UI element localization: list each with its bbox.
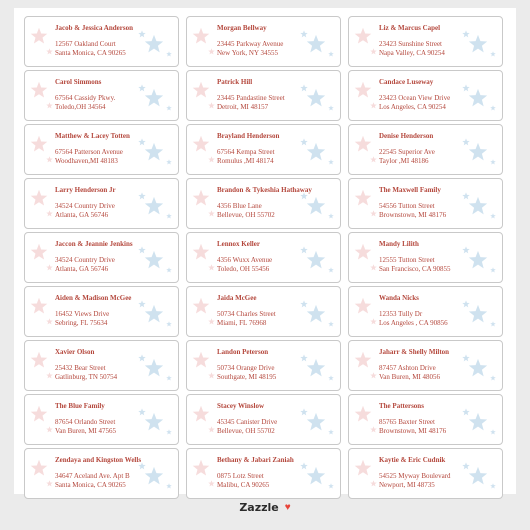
recipient-name: Bethany & Jabari Zaniah xyxy=(217,456,294,464)
street-address: 23445 Pandastine Street xyxy=(217,94,285,102)
address-label[interactable] xyxy=(186,70,341,121)
street-address: 0875 Lotz Street xyxy=(217,472,264,480)
star-icon xyxy=(208,480,215,487)
star-icon xyxy=(370,318,377,325)
street-address: 50734 Charles Street xyxy=(217,310,276,318)
address-label[interactable] xyxy=(24,16,179,67)
city-state-zip: Malibu, CA 90265 xyxy=(217,481,270,489)
city-state-zip: Bellevue, OH 55702 xyxy=(217,211,275,219)
star-icon xyxy=(354,81,372,99)
label-sheet xyxy=(14,8,516,494)
star-icon xyxy=(192,405,210,423)
street-address: 54556 Tutton Street xyxy=(379,202,435,210)
star-icon xyxy=(208,156,215,163)
city-state-zip: Van Buren, MI 48056 xyxy=(379,373,441,381)
star-icon xyxy=(46,156,53,163)
brand-logo[interactable]: Zazzle xyxy=(239,500,279,514)
star-icon xyxy=(370,102,377,109)
address-label[interactable] xyxy=(348,232,503,283)
recipient-name: Zendaya and Kingston Wells xyxy=(55,456,142,464)
street-address: 87654 Orlando Street xyxy=(55,418,116,426)
star-icon xyxy=(30,189,48,207)
address-label[interactable] xyxy=(24,178,179,229)
star-icon xyxy=(30,135,48,153)
star-icon xyxy=(208,318,215,325)
city-state-zip: Atlanta, GA 56746 xyxy=(55,265,109,273)
star-icon xyxy=(192,351,210,369)
star-icon xyxy=(208,264,215,271)
star-icon xyxy=(46,480,53,487)
street-address: 67564 Cassidy Pkwy. xyxy=(55,94,116,102)
star-icon xyxy=(30,27,48,45)
city-state-zip: Newport, MI 48735 xyxy=(379,481,435,489)
address-label[interactable] xyxy=(348,286,503,337)
city-state-zip: Santa Monica, CA 90265 xyxy=(55,481,126,489)
star-icon xyxy=(46,264,53,271)
star-icon xyxy=(370,372,377,379)
star-icon xyxy=(192,459,210,477)
label-grid xyxy=(24,16,503,499)
street-address: 25432 Bear Street xyxy=(55,364,106,372)
star-icon xyxy=(354,189,372,207)
recipient-name: Jaccon & Jeannie Jenkins xyxy=(55,240,133,248)
address-label[interactable] xyxy=(348,178,503,229)
address-label[interactable] xyxy=(24,394,179,445)
address-label[interactable] xyxy=(186,286,341,337)
star-icon xyxy=(192,27,210,45)
street-address: 12567 Oakland Court xyxy=(55,40,116,48)
city-state-zip: Los Angeles , CA 90856 xyxy=(379,319,448,327)
city-state-zip: Toledo, OH 55456 xyxy=(217,265,270,273)
star-icon xyxy=(30,405,48,423)
star-icon xyxy=(354,135,372,153)
address-label[interactable] xyxy=(24,124,179,175)
star-icon xyxy=(208,210,215,217)
street-address: 45345 Canister Drive xyxy=(217,418,278,426)
address-label[interactable] xyxy=(186,340,341,391)
star-icon xyxy=(30,351,48,369)
star-icon xyxy=(370,426,377,433)
city-state-zip: Atlanta, GA 56746 xyxy=(55,211,109,219)
city-state-zip: Brownstown, MI 48176 xyxy=(379,427,447,435)
star-icon xyxy=(370,264,377,271)
city-state-zip: Napa Valley, CA 90254 xyxy=(379,49,445,57)
city-state-zip: Taylor ,MI 48186 xyxy=(379,157,429,165)
address-label[interactable] xyxy=(348,448,503,499)
street-address: 4356 Blue Lane xyxy=(217,202,262,210)
street-address: 50734 Orange Drive xyxy=(217,364,275,372)
street-address: 22545 Superior Ave xyxy=(379,148,435,156)
star-icon xyxy=(208,102,215,109)
star-icon xyxy=(192,135,210,153)
city-state-zip: Southgate, MI 48195 xyxy=(217,373,277,381)
city-state-zip: Van Buren, MI 47565 xyxy=(55,427,117,435)
recipient-name: Jaharr & Shelly Milton xyxy=(379,348,450,356)
recipient-name: Brandon & Tykeshia Hathaway xyxy=(217,186,312,194)
address-label[interactable] xyxy=(348,70,503,121)
star-icon xyxy=(192,297,210,315)
city-state-zip: New York, NY 34555 xyxy=(217,49,278,57)
address-label[interactable] xyxy=(186,178,341,229)
city-state-zip: Romulus ,MI 48174 xyxy=(217,157,274,165)
city-state-zip: Bellevue, OH 55702 xyxy=(217,427,275,435)
address-label[interactable] xyxy=(348,16,503,67)
street-address: 67564 Kempa Street xyxy=(217,148,275,156)
address-label[interactable] xyxy=(24,448,179,499)
star-icon xyxy=(354,297,372,315)
city-state-zip: Los Angeles, CA 90254 xyxy=(379,103,446,111)
recipient-name: Patrick Hill xyxy=(217,78,253,86)
star-icon xyxy=(46,372,53,379)
star-icon xyxy=(46,426,53,433)
street-address: 34647 Aceland Ave. Apt B xyxy=(55,472,130,480)
recipient-name: Mandy Lilith xyxy=(379,240,419,248)
street-address: 85765 Baxter Street xyxy=(379,418,435,426)
star-icon xyxy=(46,102,53,109)
address-label[interactable] xyxy=(348,124,503,175)
recipient-name: Lennox Keller xyxy=(217,240,260,248)
address-label[interactable] xyxy=(186,124,341,175)
star-icon xyxy=(30,297,48,315)
star-icon xyxy=(354,243,372,261)
recipient-name: Kaytie & Eric Cudnik xyxy=(379,456,446,464)
recipient-name: The Pattersons xyxy=(379,402,424,410)
city-state-zip: San Francisco, CA 90855 xyxy=(379,265,451,273)
recipient-name: Landon Peterson xyxy=(217,348,269,356)
star-icon xyxy=(354,405,372,423)
recipient-name: Jacob & Jessica Anderson xyxy=(55,24,133,32)
street-address: 87457 Ashton Drive xyxy=(379,364,436,372)
recipient-name: Stacey Winslow xyxy=(217,402,264,410)
recipient-name: Wanda Nicks xyxy=(379,294,419,302)
street-address: 16452 Views Drive xyxy=(55,310,110,318)
city-state-zip: Santa Monica, CA 90265 xyxy=(55,49,126,57)
street-address: 67564 Patterson Avenue xyxy=(55,148,123,156)
address-label[interactable] xyxy=(186,448,341,499)
address-label[interactable] xyxy=(348,394,503,445)
recipient-name: Denise Henderson xyxy=(379,132,434,140)
recipient-name: The Maxwell Family xyxy=(379,186,441,194)
footer xyxy=(0,498,530,518)
recipient-name: Liz & Marcus Capel xyxy=(379,24,441,32)
star-icon xyxy=(354,459,372,477)
street-address: 23445 Parkway Avenue xyxy=(217,40,284,48)
address-label[interactable] xyxy=(24,232,179,283)
star-icon xyxy=(30,81,48,99)
street-address: 12555 Tutton Street xyxy=(379,256,435,264)
city-state-zip: Toledo,OH 34564 xyxy=(55,103,106,111)
star-icon xyxy=(370,48,377,55)
recipient-name: Aiden & Madison McGee xyxy=(55,294,132,302)
recipient-name: Morgan Bellway xyxy=(217,24,267,32)
heart-icon: ♥ xyxy=(284,501,291,513)
street-address: 4356 Wuxx Avenue xyxy=(217,256,273,264)
star-icon xyxy=(208,372,215,379)
star-icon xyxy=(192,189,210,207)
star-icon xyxy=(192,243,210,261)
recipient-name: Brayland Henderson xyxy=(217,132,280,140)
star-icon xyxy=(370,210,377,217)
city-state-zip: Miami, FL 76968 xyxy=(217,319,267,327)
recipient-name: Jaida McGee xyxy=(217,294,257,302)
city-state-zip: Sebring, FL 75634 xyxy=(55,319,108,327)
recipient-name: Matthew & Lacey Totten xyxy=(55,132,130,140)
street-address: 12353 Tully Dr xyxy=(379,310,423,318)
star-icon xyxy=(30,459,48,477)
address-label[interactable] xyxy=(186,16,341,67)
star-icon xyxy=(370,480,377,487)
street-address: 54525 Myway Boulevard xyxy=(379,472,451,480)
star-icon xyxy=(208,48,215,55)
star-icon xyxy=(208,426,215,433)
star-icon xyxy=(46,210,53,217)
recipient-name: Larry Henderson Jr xyxy=(55,186,116,194)
star-icon xyxy=(354,351,372,369)
recipient-name: Xavier Olson xyxy=(55,348,95,356)
address-label[interactable] xyxy=(24,70,179,121)
city-state-zip: Brownstown, MI 48176 xyxy=(379,211,447,219)
city-state-zip: Woodhaven,MI 48183 xyxy=(55,157,118,165)
recipient-name: Candace Luseway xyxy=(379,78,434,86)
star-icon xyxy=(46,318,53,325)
city-state-zip: Gatlinburg, TN 50754 xyxy=(55,373,118,381)
star-icon xyxy=(46,48,53,55)
street-address: 34524 Country Drive xyxy=(55,202,115,210)
address-label[interactable] xyxy=(348,340,503,391)
star-icon xyxy=(370,156,377,163)
address-label[interactable] xyxy=(24,340,179,391)
street-address: 23423 Ocean View Drive xyxy=(379,94,451,102)
city-state-zip: Detroit, MI 48157 xyxy=(217,103,269,111)
address-label[interactable] xyxy=(186,394,341,445)
address-label[interactable] xyxy=(24,286,179,337)
recipient-name: The Blue Family xyxy=(55,402,105,410)
street-address: 23423 Sunshine Street xyxy=(379,40,442,48)
star-icon xyxy=(354,27,372,45)
street-address: 34524 Country Drive xyxy=(55,256,115,264)
star-icon xyxy=(30,243,48,261)
recipient-name: Carol Simmons xyxy=(55,78,102,86)
address-label[interactable] xyxy=(186,232,341,283)
star-icon xyxy=(192,81,210,99)
